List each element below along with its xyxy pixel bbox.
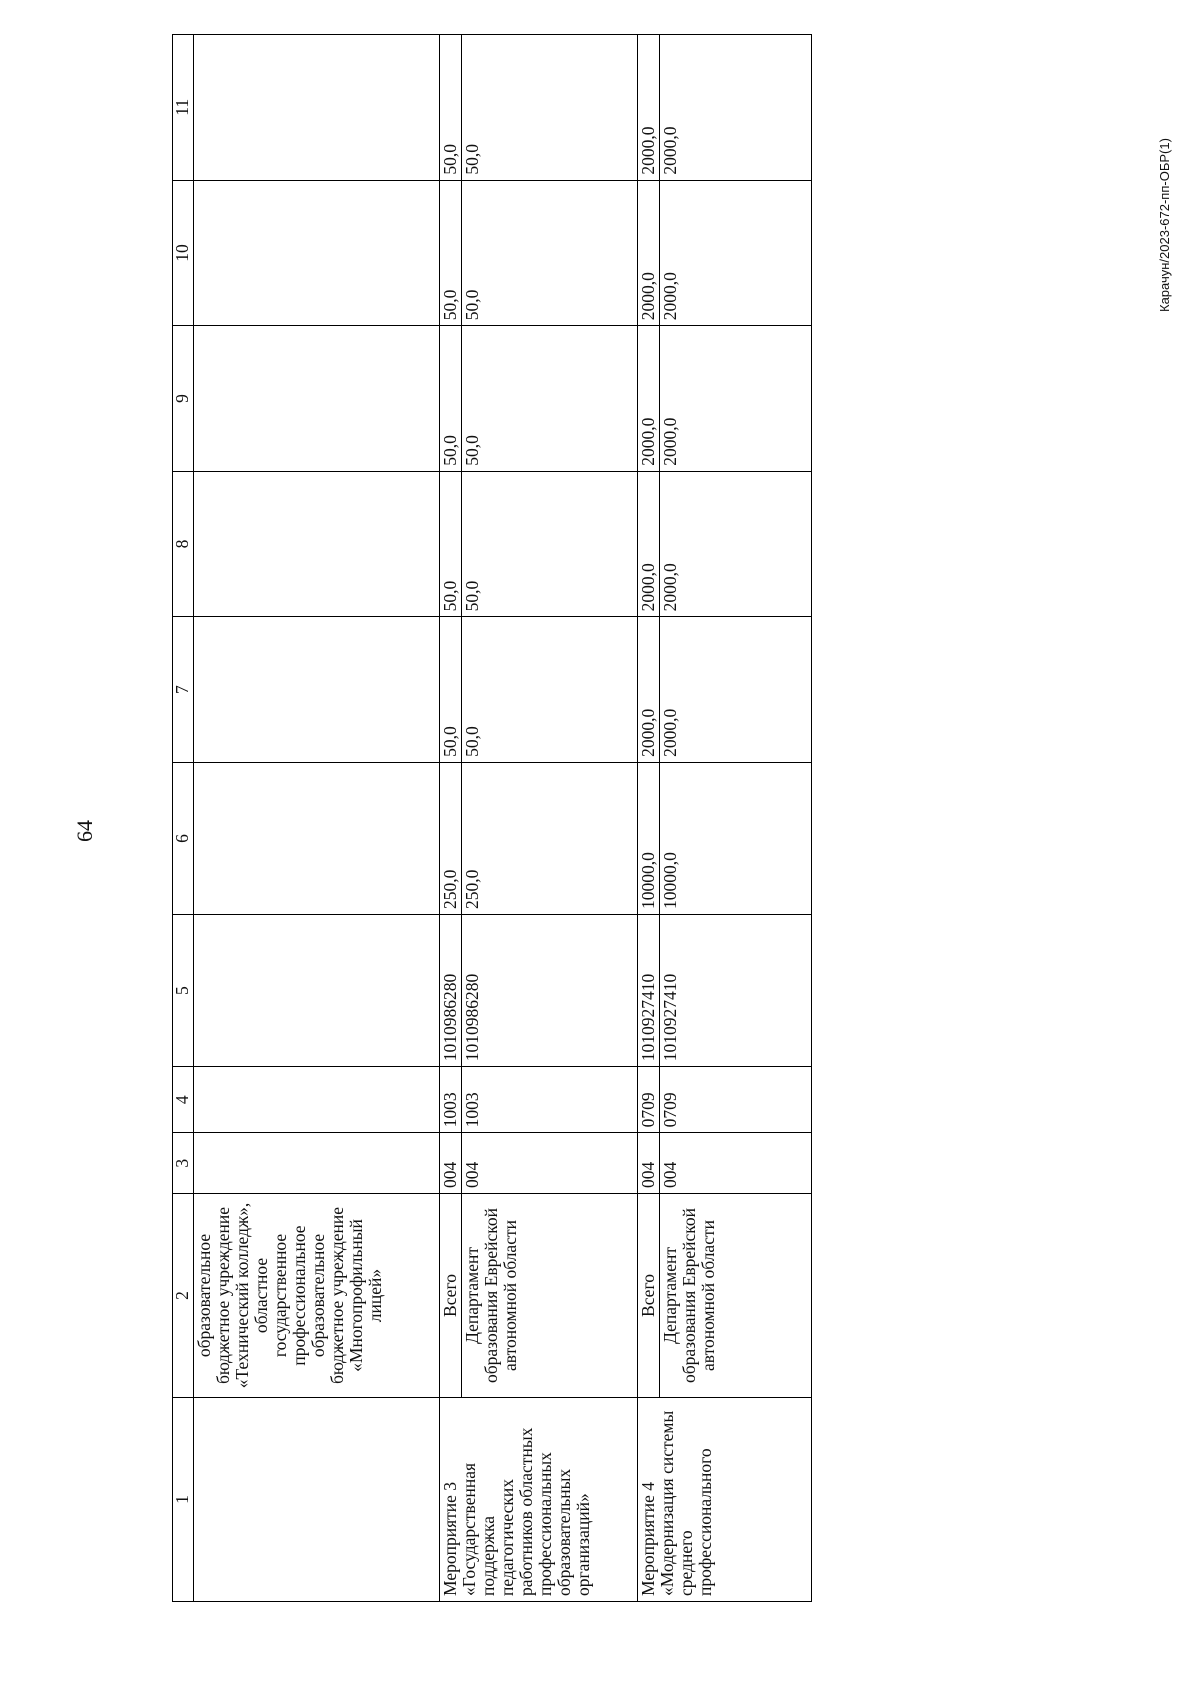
event4-total-c5: 1010927410 <box>638 915 660 1067</box>
header-col-9: 9 <box>173 326 194 472</box>
event3-dept-c11: 50,0 <box>462 35 638 181</box>
event4-dept-c9: 2000,0 <box>660 326 812 472</box>
header-row <box>173 35 194 1602</box>
event4-total-c9: 2000,0 <box>638 326 660 472</box>
event3-dept-row <box>462 35 638 1602</box>
rotated-table-container <box>172 34 812 1602</box>
event4-dept-c5: 1010927410 <box>660 915 812 1067</box>
continuation-col2: образовательное бюджетное учреждение «Технический колледж», областное государственное профессиональное образовательное бюджетное учреждение «Многопрофильный лицей» <box>194 1194 440 1398</box>
event4-dept-c6: 10000,0 <box>660 762 812 914</box>
event3-dept-c6: 250,0 <box>462 762 638 914</box>
event3-dept-label: Департамент образования Еврейской автономной области <box>462 1194 638 1398</box>
event3-dept-c10: 50,0 <box>462 180 638 326</box>
event3-total-c9: 50,0 <box>440 326 462 472</box>
continuation-row <box>194 35 440 1602</box>
event4-dept-c7: 2000,0 <box>660 617 812 763</box>
event3-title: Мероприятие 3 «Государственная поддержка педагогических работников областных профессиональных образовательных организаций» <box>440 1398 638 1602</box>
header-col-3: 3 <box>173 1133 194 1194</box>
event3-total-c10: 50,0 <box>440 180 462 326</box>
event4-dept-c11: 2000,0 <box>660 35 812 181</box>
event4-title: Мероприятие 4 «Модернизация системы среднего профессионального <box>638 1398 812 1602</box>
continuation-col1 <box>194 1398 440 1602</box>
header-col-5: 5 <box>173 915 194 1067</box>
header-col-6: 6 <box>173 762 194 914</box>
event4-dept-c10: 2000,0 <box>660 180 812 326</box>
event4-total-c6: 10000,0 <box>638 762 660 914</box>
event3-total-c6: 250,0 <box>440 762 462 914</box>
event3-dept-c5: 1010986280 <box>462 915 638 1067</box>
event3-total-c11: 50,0 <box>440 35 462 181</box>
event3-total-c5: 1010986280 <box>440 915 462 1067</box>
event3-dept-c4: 1003 <box>462 1067 638 1133</box>
event4-dept-row <box>660 35 812 1602</box>
header-col-10: 10 <box>173 180 194 326</box>
event4-dept-label: Департамент образования Еврейской автономной области <box>660 1194 812 1398</box>
event3-dept-c7: 50,0 <box>462 617 638 763</box>
event3-dept-c3: 004 <box>462 1133 638 1194</box>
header-col-11: 11 <box>173 35 194 181</box>
event4-total-c10: 2000,0 <box>638 180 660 326</box>
event4-total-c3: 004 <box>638 1133 660 1194</box>
document-code: Карачун/2023-672-пп-ОБР(1) <box>1157 138 1172 312</box>
event3-total-label: Всего <box>440 1194 462 1398</box>
header-col-2: 2 <box>173 1194 194 1398</box>
header-col-4: 4 <box>173 1067 194 1133</box>
event4-total-label: Всего <box>638 1194 660 1398</box>
event4-dept-c8: 2000,0 <box>660 471 812 617</box>
header-col-1: 1 <box>173 1398 194 1602</box>
event4-total-c11: 2000,0 <box>638 35 660 181</box>
event3-total-c7: 50,0 <box>440 617 462 763</box>
event3-total-c3: 004 <box>440 1133 462 1194</box>
event4-total-c7: 2000,0 <box>638 617 660 763</box>
event4-total-row <box>638 35 660 1602</box>
event3-total-row <box>440 35 462 1602</box>
event4-dept-c3: 004 <box>660 1133 812 1194</box>
event3-dept-c9: 50,0 <box>462 326 638 472</box>
event4-total-c8: 2000,0 <box>638 471 660 617</box>
event3-total-c8: 50,0 <box>440 471 462 617</box>
page-number: 64 <box>72 820 97 842</box>
event3-dept-c8: 50,0 <box>462 471 638 617</box>
event3-total-c4: 1003 <box>440 1067 462 1133</box>
budget-table <box>172 34 812 1602</box>
header-col-7: 7 <box>173 617 194 763</box>
event4-total-c4: 0709 <box>638 1067 660 1133</box>
header-col-8: 8 <box>173 471 194 617</box>
event4-dept-c4: 0709 <box>660 1067 812 1133</box>
